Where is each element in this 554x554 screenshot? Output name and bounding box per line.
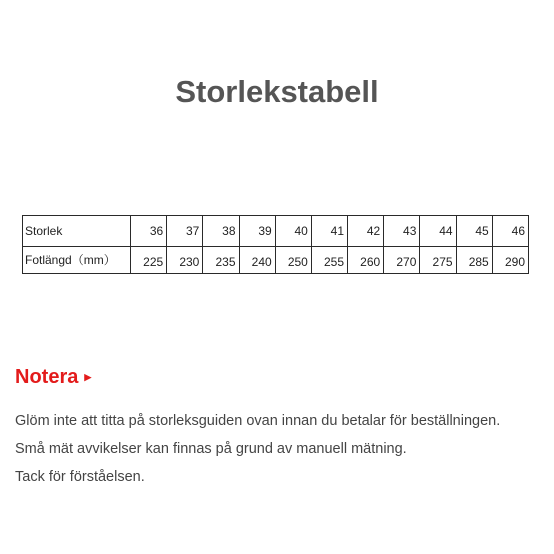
note-heading: Notera [15, 366, 79, 388]
table-cell: 270 [384, 247, 420, 274]
table-cell: 41 [311, 216, 347, 247]
note-lines [15, 410, 550, 494]
triangle-right-icon: ▶ [84, 372, 92, 382]
table-cell: 44 [420, 216, 456, 247]
table-cell: 225 [131, 247, 167, 274]
table-cell: 275 [420, 247, 456, 274]
note-heading-block [15, 366, 91, 389]
table-cell: 290 [492, 247, 528, 274]
table-cell: 230 [167, 247, 203, 274]
table-cell: 39 [239, 216, 275, 247]
table-cell: 38 [203, 216, 239, 247]
table-row [23, 216, 529, 247]
table-cell: 42 [348, 216, 384, 247]
table-cell: 260 [348, 247, 384, 274]
row-header: Storlek [23, 216, 131, 247]
table-cell: 40 [275, 216, 311, 247]
note-line: Tack för förståelsen. [15, 469, 145, 485]
table-cell: 285 [456, 247, 492, 274]
table-cell: 240 [239, 247, 275, 274]
row-header: Fotlängd（mm） [23, 247, 131, 274]
table-cell: 46 [492, 216, 528, 247]
table-cell: 255 [311, 247, 347, 274]
table-cell: 43 [384, 216, 420, 247]
table-cell: 36 [131, 216, 167, 247]
size-table [22, 215, 529, 274]
table-cell: 235 [203, 247, 239, 274]
table-row [23, 247, 529, 274]
page-title: Storlekstabell [175, 74, 379, 109]
note-line: Glöm inte att titta på storleksguiden ovan innan du betalar för beställningen. [15, 413, 501, 429]
note-line: Små mät avvikelser kan finnas på grund av manuell mätning. [15, 441, 407, 457]
table-cell: 37 [167, 216, 203, 247]
size-table-body [23, 216, 529, 274]
table-cell: 250 [275, 247, 311, 274]
table-cell: 45 [456, 216, 492, 247]
